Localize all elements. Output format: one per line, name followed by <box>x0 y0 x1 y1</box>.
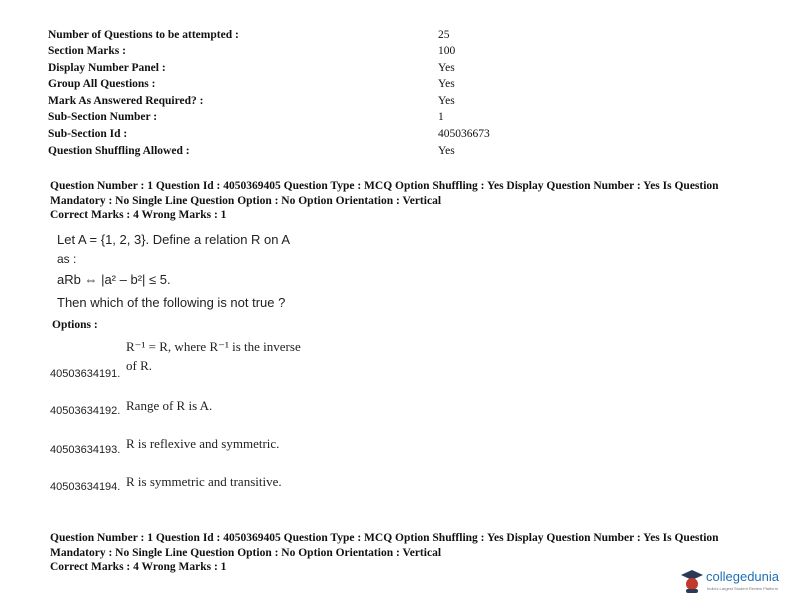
meta-value: Yes <box>438 78 455 90</box>
question-marks: Correct Marks : 4 Wrong Marks : 1 <box>50 561 227 573</box>
brand-name: collegedunia <box>706 569 780 584</box>
option-id: 40503634193. <box>50 444 121 456</box>
question-stem-line: Let A = {1, 2, 3}. Define a relation R on A <box>57 232 291 247</box>
question-marks: Correct Marks : 4 Wrong Marks : 1 <box>50 209 227 221</box>
meta-label: Section Marks : <box>48 45 126 57</box>
meta-value: 1 <box>438 111 444 123</box>
meta-label: Question Shuffling Allowed : <box>48 145 190 157</box>
question-stem-line: as : <box>57 252 77 266</box>
question-header-line: Mandatory : No Single Line Question Option : No Option Orientation : Vertical <box>50 546 442 559</box>
question-header <box>50 531 760 575</box>
option-id: 40503634191. <box>50 368 121 380</box>
question-header-line: Question Number : 1 Question Id : 4050369405 Question Type : MCQ Option Shuffling : Yes Display Question Number : Yes Is Question <box>50 532 719 544</box>
graduate-icon <box>680 568 704 594</box>
meta-label: Group All Questions : <box>48 78 156 90</box>
question-stem-formula: aRb ⇔ |a² – b²| ≤ 5. <box>57 272 171 287</box>
question-header-line: Question Number : 1 Question Id : 4050369405 Question Type : MCQ Option Shuffling : Yes Display Question Number : Yes Is Question <box>50 180 719 192</box>
meta-label: Display Number Panel : <box>48 62 166 74</box>
meta-value: 25 <box>438 29 450 41</box>
option-text: R⁻¹ = R, where R⁻¹ is the inverse <box>126 339 301 354</box>
meta-label: Number of Questions to be attempted : <box>48 29 239 41</box>
meta-value: Yes <box>438 95 455 107</box>
meta-value: 405036673 <box>438 128 490 140</box>
option-text: R is symmetric and transitive. <box>126 474 282 489</box>
meta-value: Yes <box>438 145 455 157</box>
option-text: R is reflexive and symmetric. <box>126 436 280 451</box>
brand-tagline: India's Largest Student Review Platform <box>707 586 779 591</box>
option-id: 40503634192. <box>50 405 121 417</box>
option-id: 40503634194. <box>50 481 121 493</box>
meta-label: Sub-Section Number : <box>48 111 158 123</box>
option-text: of R. <box>126 358 152 373</box>
meta-label: Mark As Answered Required? : <box>48 95 204 107</box>
meta-value: 100 <box>438 45 456 57</box>
meta-label: Sub-Section Id : <box>48 128 128 140</box>
option-text: Range of R is A. <box>126 398 213 413</box>
collegedunia-logo <box>680 566 780 596</box>
meta-value: Yes <box>438 62 455 74</box>
options-label: Options : <box>52 319 98 331</box>
question-header-line: Mandatory : No Single Line Question Option : No Option Orientation : Vertical <box>50 194 442 207</box>
question-stem-line: Then which of the following is not true ? <box>57 295 286 310</box>
question-header <box>50 179 760 223</box>
